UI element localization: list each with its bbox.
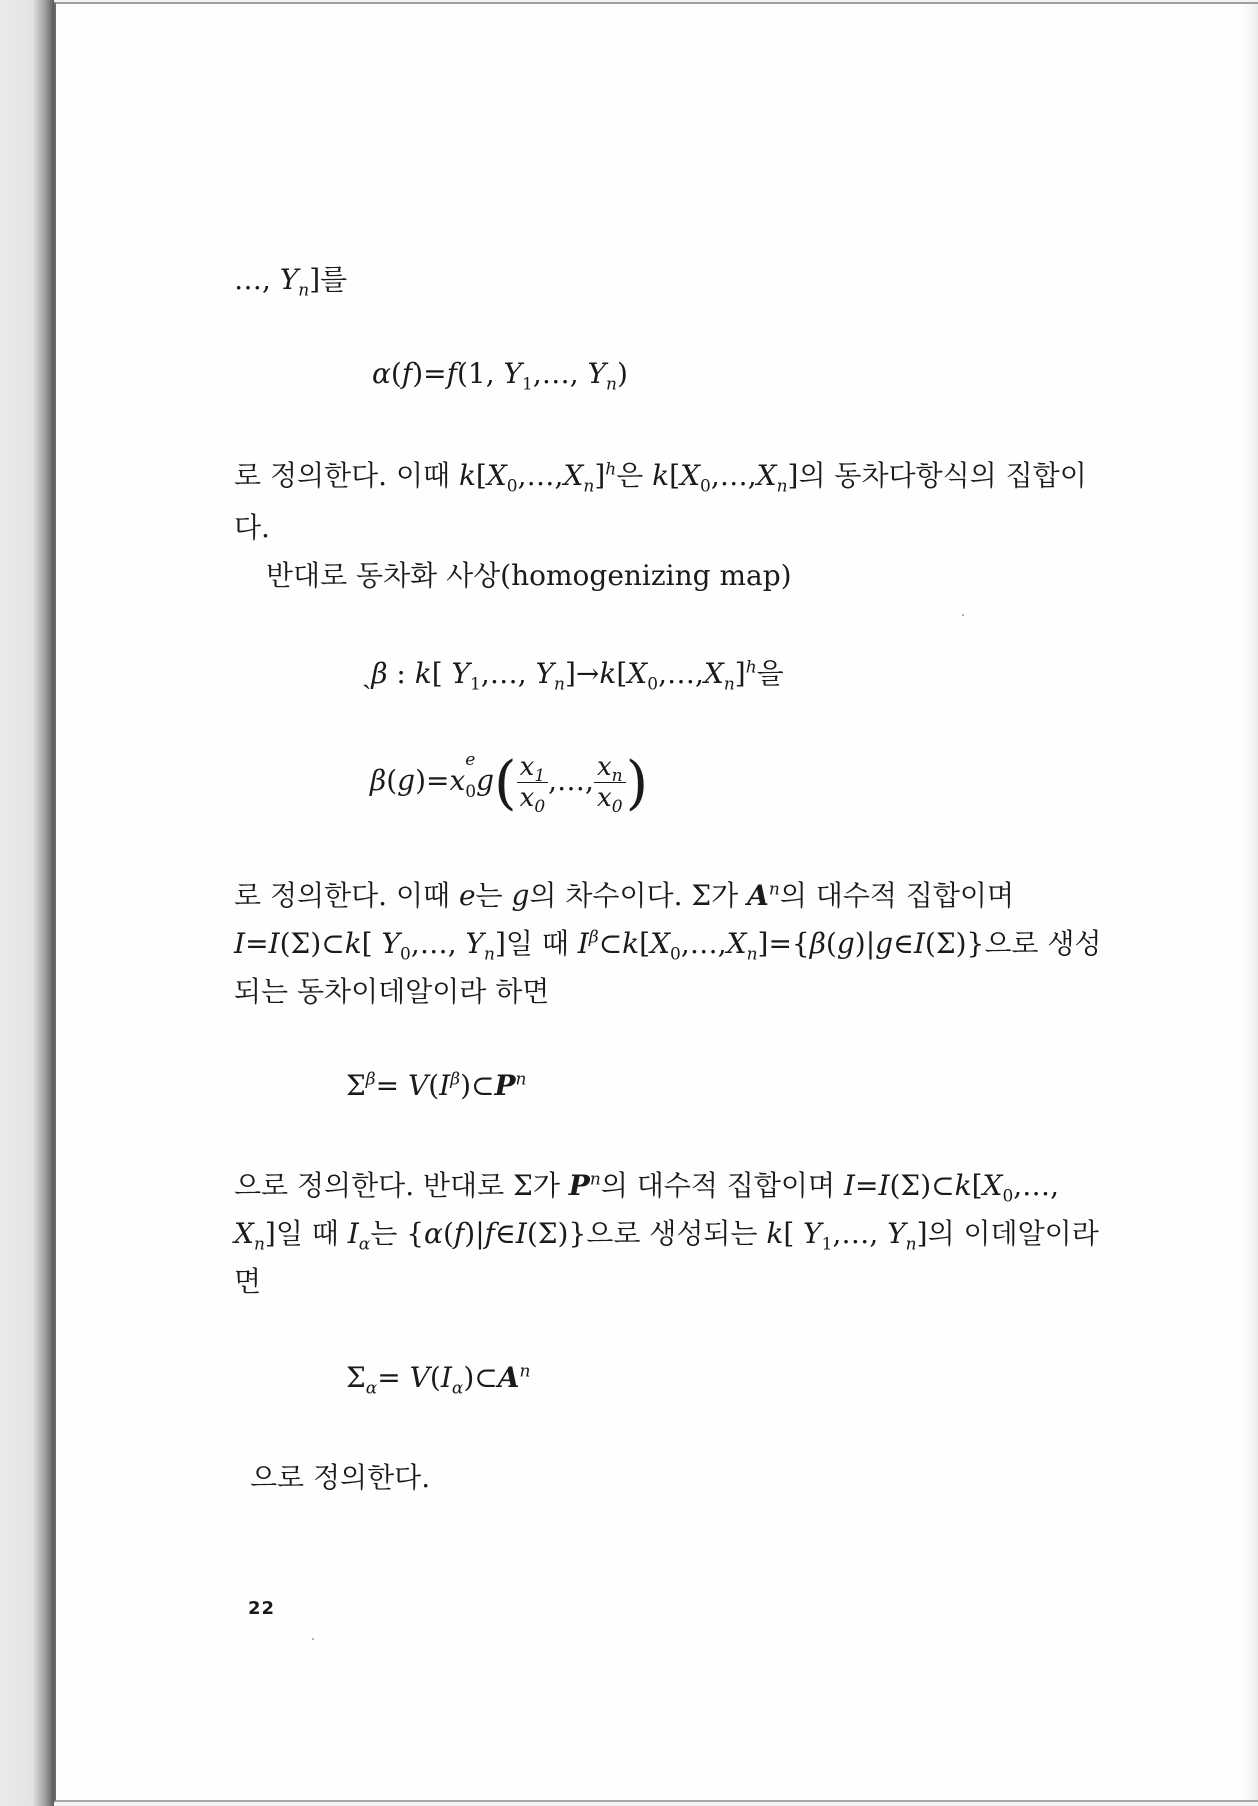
formula-alpha: α(f)=f(1, $Y_1,\dots$, $Y_n$) bbox=[372, 357, 628, 395]
text-line-final: 으로 정의한다. bbox=[250, 1461, 431, 1494]
formula-sigma-beta: $\Sigma^\beta=$ $V(I^\beta)\subset P^n$ bbox=[346, 1069, 527, 1102]
page-number: 22 bbox=[248, 1598, 276, 1619]
text-line-myeon: 면 bbox=[234, 1265, 262, 1298]
scan-speck bbox=[312, 1638, 314, 1640]
text-line-def-beta: 로 정의한다. 이때 e는 g의 차수이다. Σ가 $A^n$의 대수적 집합이며 bbox=[234, 879, 1014, 912]
scan-left-shadow bbox=[0, 0, 54, 1806]
text-line-da: 다. bbox=[234, 511, 270, 544]
document-page bbox=[54, 2, 1258, 1802]
page-right-edge bbox=[1244, 4, 1258, 1800]
text-line-homogenizing: 반대로 동차화 사상(homogenizing map) bbox=[266, 559, 792, 592]
text-line-def-alpha: 로 정의한다. 이때 $k[X_0,\dots,X_n]^h$은 $k[X_0,\dots,X_n]$의 동차다항식의 집합이 bbox=[234, 459, 1087, 497]
formula-beta-map: ˎβ : k[ $Y_1,\dots$, $Y_n]\to k[X_0,\dots,X_n]^h$을 bbox=[362, 657, 784, 695]
text-line-alpha-ideal: $X_n$]일 때 $I_\alpha$는 {α(f)|f∈I(Σ)}으로 생성되는 k[ $Y_1,\dots$, $Y_n$]의 이데알이라 bbox=[234, 1217, 1099, 1255]
formula-beta-def: β(g)=x $_{e 0}$g( $\frac{x_1}{x_0}$ ,…, $\frac{x_n}{x_0}$ ) bbox=[370, 748, 649, 818]
text-line-ideal: I=I(Σ)⊂k[ $Y_0,\dots$, $Y_n$]일 때 $I^\beta\subset k[X_0,\dots,X_n]=\{\beta(g)|g\in I(\Sigma)\}$으로 생성 bbox=[234, 927, 1102, 965]
text-line-1: …, $Y_n$]를 bbox=[234, 263, 348, 301]
text-line-def-opposite: 으로 정의한다. 반대로 Σ가 $P^n$의 대수적 집합이며 $I=I(\Sigma)\subset k[X_0,\dots$, bbox=[234, 1169, 1060, 1207]
scan-speck bbox=[962, 614, 964, 616]
formula-sigma-alpha: $\Sigma_\alpha=$ $V(I_\alpha)\subset A^n$ bbox=[346, 1361, 531, 1399]
text-line-homog-ideal: 되는 동차이데알이라 하면 bbox=[234, 975, 550, 1008]
